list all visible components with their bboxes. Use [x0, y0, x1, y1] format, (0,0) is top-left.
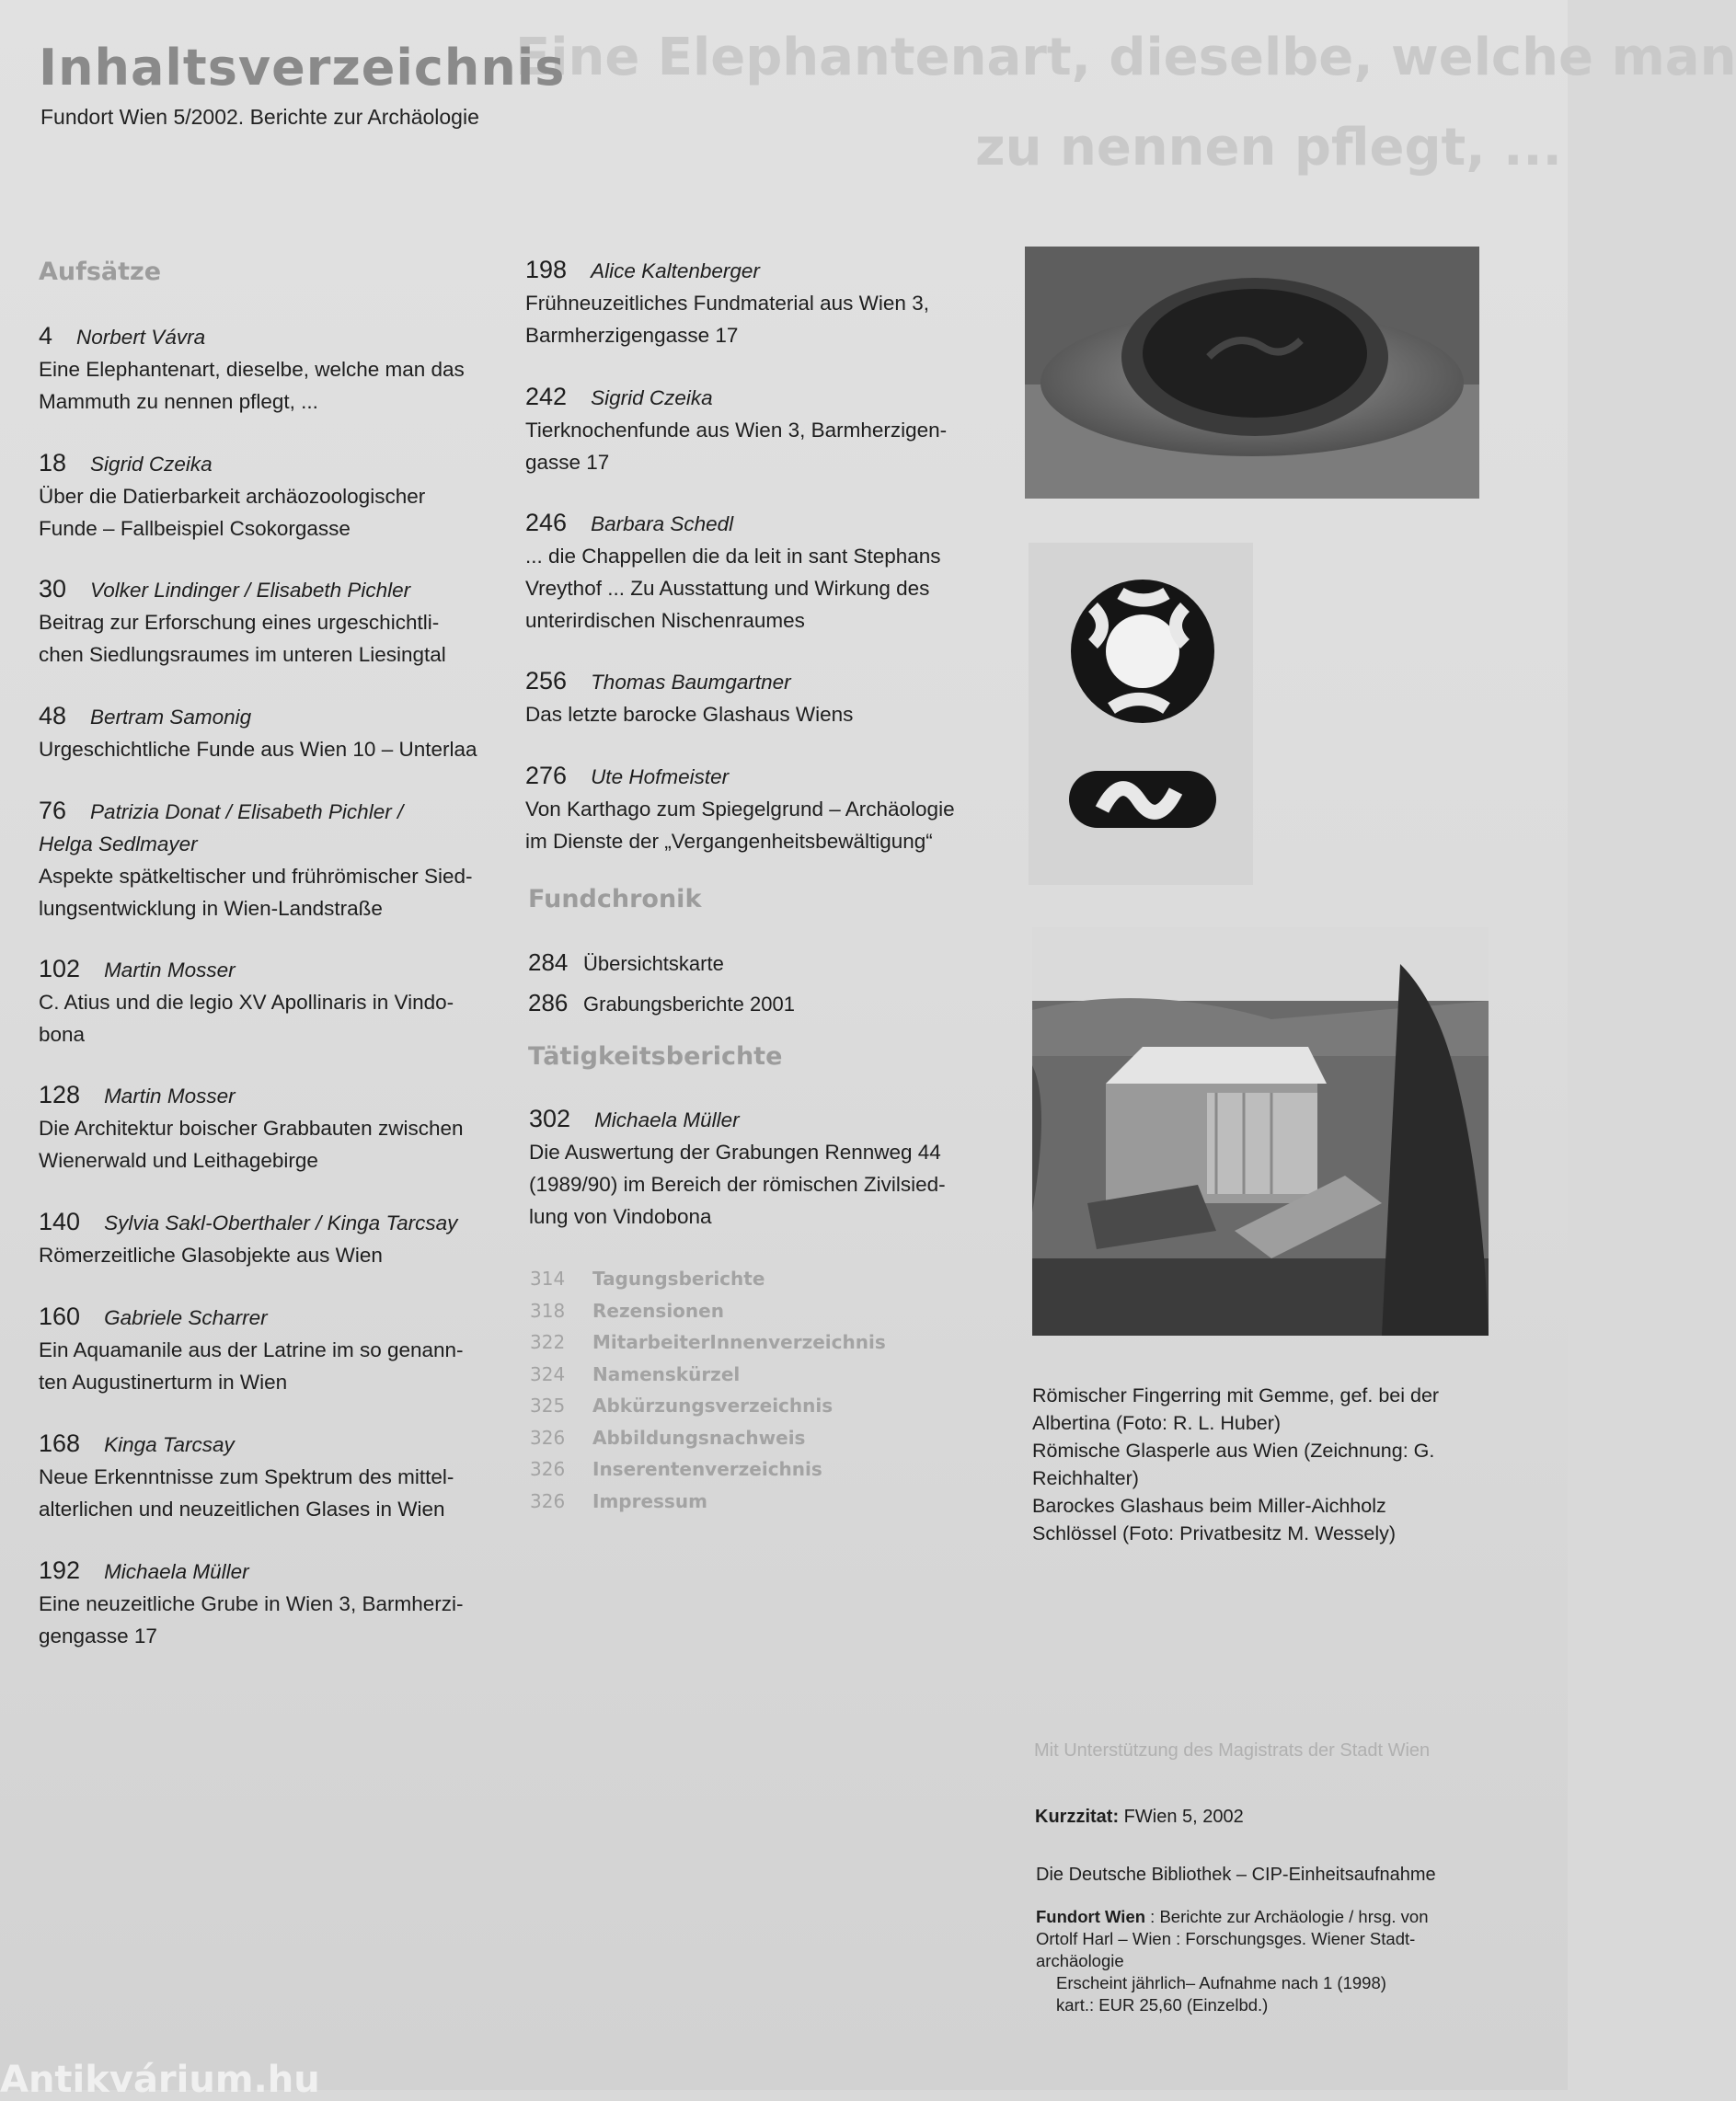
photo-captions	[1032, 1382, 1511, 1547]
page-number: 242	[525, 383, 568, 410]
toc-entry	[525, 665, 853, 730]
fundchronik-item	[528, 982, 795, 1025]
title-line: (1989/90) im Bereich der römischen Zivilsied-	[529, 1173, 946, 1196]
caption-line: Albertina (Foto: R. L. Huber)	[1032, 1412, 1282, 1434]
item-label: Grabungsberichte 2001	[583, 993, 795, 1016]
title-line: Das letzte barocke Glashaus Wiens	[525, 703, 854, 726]
author: Martin Mosser	[104, 1085, 236, 1108]
title-line: Mammuth zu nennen pflegt, ...	[39, 390, 318, 413]
item-label: Abbildungsnachweis	[592, 1426, 806, 1449]
title-line: ... die Chappellen die da leit in sant Stephans	[525, 545, 941, 568]
toc-entry-head	[39, 1206, 457, 1239]
toc-entry-head	[525, 381, 947, 414]
appendix-list	[530, 1268, 886, 1521]
toc-entry	[39, 1079, 463, 1177]
author: Michaela Müller	[594, 1108, 740, 1131]
title-line: Tierknochenfunde aus Wien 3, Barmherzigen-	[525, 419, 948, 442]
author: Barbara Schedl	[591, 512, 734, 535]
page-number: 30	[39, 575, 67, 603]
page-number: 160	[39, 1303, 81, 1330]
page-number: 326	[530, 1458, 566, 1480]
toc-entry	[39, 1206, 457, 1271]
item-label: Inserentenverzeichnis	[592, 1458, 822, 1480]
title-line: alterlichen und neuzeitlichen Glases in Wien	[39, 1498, 445, 1521]
title-line: Frühneuzeitliches Fundmaterial aus Wien 3,	[525, 292, 929, 315]
page-number: 48	[39, 702, 67, 729]
page-number: 246	[525, 509, 568, 536]
caption-line: Reichhalter)	[1032, 1467, 1139, 1489]
caption-line: Barockes Glashaus beim Miller-Aichholz	[1032, 1495, 1386, 1517]
ring-photo	[1025, 247, 1479, 499]
title-line: lung von Vindobona	[529, 1205, 712, 1228]
page-number: 314	[530, 1268, 566, 1290]
author: Norbert Vávra	[76, 326, 206, 349]
author: Martin Mosser	[104, 959, 236, 982]
toc-entry	[39, 700, 477, 765]
biblio-title: Fundort Wien	[1036, 1907, 1146, 1926]
toc-entry	[529, 1103, 946, 1233]
author: Sigrid Czeika	[591, 386, 713, 409]
title-line: Die Architektur boischer Grabbauten zwischen	[39, 1117, 464, 1140]
toc-entry	[525, 381, 947, 478]
page-number: 326	[530, 1426, 566, 1449]
toc-entry-head	[525, 760, 955, 793]
author: Thomas Baumgartner	[591, 671, 791, 694]
bibliographic-entry	[1036, 1906, 1496, 2016]
toc-entry-head	[39, 1301, 464, 1334]
item-label: Namenskürzel	[592, 1362, 741, 1385]
kurzzitat-value: FWien 5, 2002	[1123, 1807, 1244, 1827]
page-number: 322	[530, 1331, 566, 1353]
caption-line: Römischer Fingerring mit Gemme, gef. bei der	[1032, 1384, 1440, 1406]
title-line: Römerzeitliche Glasobjekte aus Wien	[39, 1244, 383, 1267]
bleed-through-line-2: zu nennen pflegt, ...	[975, 118, 1562, 178]
appendix-item	[530, 1395, 886, 1427]
toc-entry	[39, 953, 454, 1050]
section-fundchronik: Fundchronik	[528, 885, 702, 913]
toc-entry	[525, 254, 929, 351]
author: Helga Sedlmayer	[39, 832, 198, 855]
toc-entry	[39, 573, 446, 671]
bleed-through-line-1: Eine Elephantenart, dieselbe, welche man	[515, 28, 1736, 87]
title-line: Die Auswertung der Grabungen Rennweg 44	[529, 1141, 941, 1164]
toc-entry-head	[525, 665, 853, 698]
toc-entry-head	[525, 507, 941, 540]
title-line: Über die Datierbarkeit archäozoologischer	[39, 485, 426, 508]
author: Sigrid Czeika	[90, 453, 213, 476]
section-aufsaetze: Aufsätze	[39, 258, 162, 286]
toc-entry	[39, 1555, 463, 1652]
page-number: 286	[528, 989, 569, 1016]
page-number: 198	[525, 256, 568, 283]
author: Volker Lindinger / Elisabeth Pichler	[90, 579, 411, 602]
toc-entry	[525, 507, 941, 637]
cip-line: Die Deutsche Bibliothek – CIP-Einheitsaufnahme	[1036, 1865, 1436, 1885]
toc-entry-head	[39, 1555, 463, 1588]
appendix-item	[530, 1458, 886, 1490]
author: Patrizia Donat / Elisabeth Pichler /	[90, 800, 404, 823]
item-label: MitarbeiterInnenverzeichnis	[592, 1331, 886, 1353]
author: Gabriele Scharrer	[104, 1306, 268, 1329]
toc-entry	[39, 320, 465, 418]
glasshouse-photo	[1032, 927, 1489, 1336]
toc-entry	[39, 1428, 454, 1525]
title-line: Neue Erkenntnisse zum Spektrum des mittel-	[39, 1465, 454, 1488]
toc-entry-head	[39, 795, 472, 828]
title-line: C. Atius und die legio XV Apollinaris in Vindo-	[39, 991, 454, 1014]
appendix-item	[530, 1490, 886, 1522]
section-taetigkeitsberichte: Tätigkeitsberichte	[528, 1042, 783, 1071]
support-note: Mit Unterstützung des Magistrats der Stadt Wien	[1034, 1740, 1431, 1761]
page-number: 256	[525, 667, 568, 695]
page-number: 318	[530, 1299, 566, 1322]
appendix-item	[530, 1331, 886, 1363]
toc-entry-head	[39, 953, 454, 986]
page-number: 326	[530, 1489, 566, 1512]
page-number: 4	[39, 322, 53, 350]
toc-entry	[39, 447, 425, 545]
watermark: Antikvárium.hu	[0, 2059, 320, 2101]
author: Bertram Samonig	[90, 706, 252, 729]
page-number: 76	[39, 797, 67, 824]
biblio-line: Erscheint jährlich– Aufnahme nach 1 (1998)	[1056, 1973, 1386, 1992]
title-line: im Dienste der „Vergangenheitsbewältigung“	[525, 830, 933, 853]
toc-entry-head	[39, 573, 446, 606]
author: Ute Hofmeister	[591, 765, 730, 788]
biblio-line: : Berichte zur Archäologie / hrsg. von	[1150, 1907, 1429, 1926]
page-subtitle: Fundort Wien 5/2002. Berichte zur Archäologie	[40, 105, 479, 129]
toc-entry-head	[39, 320, 465, 353]
title-line: Eine neuzeitliche Grube in Wien 3, Barmherzi-	[39, 1592, 464, 1615]
item-label: Rezensionen	[592, 1299, 724, 1322]
appendix-item	[530, 1300, 886, 1332]
toc-entry-head	[39, 447, 425, 480]
appendix-item	[530, 1363, 886, 1395]
title-line: lungsentwicklung in Wien-Landstraße	[39, 897, 383, 920]
fundchronik-item	[528, 942, 724, 984]
title-line: Aspekte spätkeltischer und frührömischer Sied-	[39, 865, 473, 888]
author: Sylvia Sakl-Oberthaler / Kinga Tarcsay	[104, 1211, 458, 1234]
title-line: gengasse 17	[39, 1625, 157, 1648]
title-line: Beitrag zur Erforschung eines urgeschichtli-	[39, 611, 440, 634]
toc-entry-head	[39, 1428, 454, 1461]
title-line: Von Karthago zum Spiegelgrund – Archäologie	[525, 798, 955, 821]
page-number: 302	[529, 1105, 571, 1132]
biblio-line: archäologie	[1036, 1951, 1124, 1970]
author: Alice Kaltenberger	[591, 259, 760, 282]
title-line: Urgeschichtliche Funde aus Wien 10 – Unterlaa	[39, 738, 477, 761]
biblio-line: Ortolf Harl – Wien : Forschungsges. Wiener Stadt-	[1036, 1929, 1416, 1948]
appendix-item	[530, 1268, 886, 1300]
page-number: 192	[39, 1556, 81, 1584]
item-label: Übersichtskarte	[583, 952, 724, 975]
author: Kinga Tarcsay	[104, 1433, 235, 1456]
page-number: 18	[39, 449, 67, 476]
title-line: unterirdischen Nischenraumes	[525, 609, 805, 632]
appendix-item	[530, 1427, 886, 1459]
item-label: Impressum	[592, 1489, 707, 1512]
title-line: ten Augustinerturm in Wien	[39, 1371, 288, 1394]
title-line: Vreythof ... Zu Ausstattung und Wirkung des	[525, 577, 930, 600]
page-number: 128	[39, 1081, 81, 1108]
title-line: Eine Elephantenart, dieselbe, welche man das	[39, 358, 465, 381]
biblio-line: kart.: EUR 25,60 (Einzelbd.)	[1056, 1995, 1269, 2015]
kurzzitat-label: Kurzzitat:	[1035, 1807, 1120, 1827]
page-number: 284	[528, 948, 569, 976]
item-label: Abkürzungsverzeichnis	[592, 1395, 834, 1417]
glass-bead-drawing	[1029, 543, 1253, 885]
title-line: Funde – Fallbeispiel Csokorgasse	[39, 517, 351, 540]
title-line: Wienerwald und Leithagebirge	[39, 1149, 318, 1172]
page-title: Inhaltsverzeichnis	[39, 39, 566, 97]
title-line: Ein Aquamanile aus der Latrine im so genann-	[39, 1338, 464, 1361]
title-line: chen Siedlungsraumes im unteren Liesingtal	[39, 643, 446, 666]
page-number: 140	[39, 1208, 81, 1235]
kurzzitat	[1035, 1807, 1244, 1828]
toc-entry-head	[39, 1079, 463, 1112]
page-number: 325	[530, 1395, 566, 1417]
toc-entry-head	[39, 700, 477, 733]
page-number: 168	[39, 1429, 81, 1457]
toc-entry-head	[529, 1103, 946, 1136]
toc-entry	[525, 760, 955, 857]
caption-line: Schlössel (Foto: Privatbesitz M. Wessely)	[1032, 1522, 1397, 1544]
toc-entry	[39, 795, 472, 924]
title-line: bona	[39, 1023, 86, 1046]
title-line: Barmherzigengasse 17	[525, 324, 739, 347]
toc-entry-head	[525, 254, 929, 287]
author: Michaela Müller	[104, 1560, 249, 1583]
page-number: 276	[525, 762, 568, 789]
title-line: gasse 17	[525, 451, 610, 474]
item-label: Tagungsberichte	[592, 1268, 765, 1290]
page-number: 324	[530, 1362, 566, 1385]
page-number: 102	[39, 955, 81, 982]
toc-entry	[39, 1301, 464, 1398]
caption-line: Römische Glasperle aus Wien (Zeichnung: G.	[1032, 1440, 1435, 1462]
